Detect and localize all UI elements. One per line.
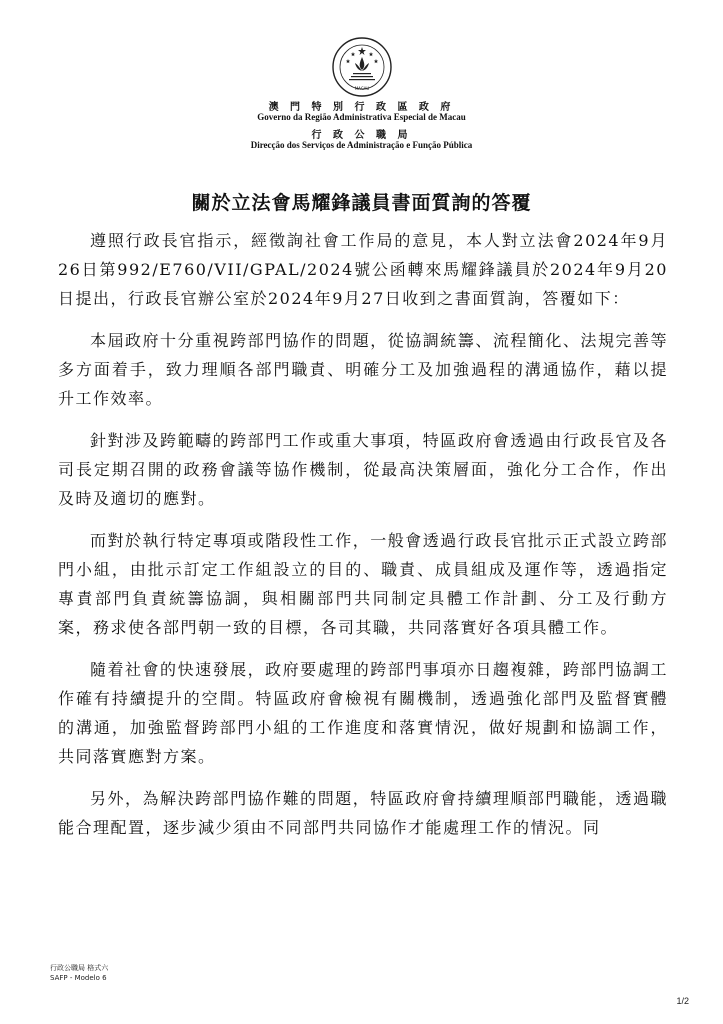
form-code-portuguese: SAFP - Modelo 6 <box>50 974 107 982</box>
form-code <box>50 963 108 983</box>
document-body <box>58 226 668 855</box>
form-code-chinese: 行政公職局 格式六 <box>50 964 109 972</box>
paragraph: 本屆政府十分重視跨部門協作的問題，從協調統籌、流程簡化、法規完善等多方面着手，致力理順各部門職責、明確分工及加強過程的溝通協作，藉以提升工作效率。 <box>58 331 668 408</box>
page-number: 1/2 <box>676 996 689 1006</box>
document-title: 關於立法會馬耀鋒議員書面質詢的答覆 <box>191 192 532 214</box>
department-name-portuguese: Direcção dos Serviços de Administração e Função Pública <box>250 140 473 150</box>
svg-text:MACAU: MACAU <box>354 86 370 91</box>
department-name-chinese: 行 政 公 職 局 <box>311 130 412 141</box>
paragraph: 針對涉及跨範疇的跨部門工作或重大事項，特區政府會透過由行政長官及各司長定期召開的政務會議等協作機制，從最高決策層面，強化分工合作，作出及時及適切的應對。 <box>58 431 668 508</box>
paragraph: 而對於執行特定專項或階段性工作，一般會透過行政長官批示正式設立跨部門小組，由批示訂定工作組設立的目的、職責、成員組成及運作等，透過指定專責部門負責統籌協調，與相關部門共同制定具體工作計劃、分工及行動方案，務求使各部門朝一致的目標，各司其職，共同落實好各項具體工作。 <box>58 531 668 637</box>
government-name-chinese: 澳 門 特 別 行 政 區 政 府 <box>268 102 455 113</box>
government-name-portuguese: Governo da Região Administrativa Especial de Macau <box>257 112 466 122</box>
paragraph: 隨着社會的快速發展，政府要處理的跨部門事項亦日趨複雜，跨部門協調工作確有持續提升的空間。特區政府會檢視有關機制，透過強化部門及監督實體的溝通，加強監督跨部門小組的工作進度和落實情況，做好規劃和協調工作，共同落實應對方案。 <box>58 660 668 766</box>
paragraph: 遵照行政長官指示，經徵詢社會工作局的意見，本人對立法會2024年9月26日第992/E760/VII/GPAL/2024號公函轉來馬耀鋒議員於2024年9月20日提出，行政長官辦公室於2024年9月27日收到之書面質詢，答覆如下： <box>58 231 668 308</box>
paragraph: 另外，為解決跨部門協作難的問題，特區政府會持續理順部門職能，透過職能合理配置，逐步減少須由不同部門共同協作才能處理工作的情況。同 <box>58 789 668 837</box>
macau-sar-emblem-icon <box>331 36 393 98</box>
